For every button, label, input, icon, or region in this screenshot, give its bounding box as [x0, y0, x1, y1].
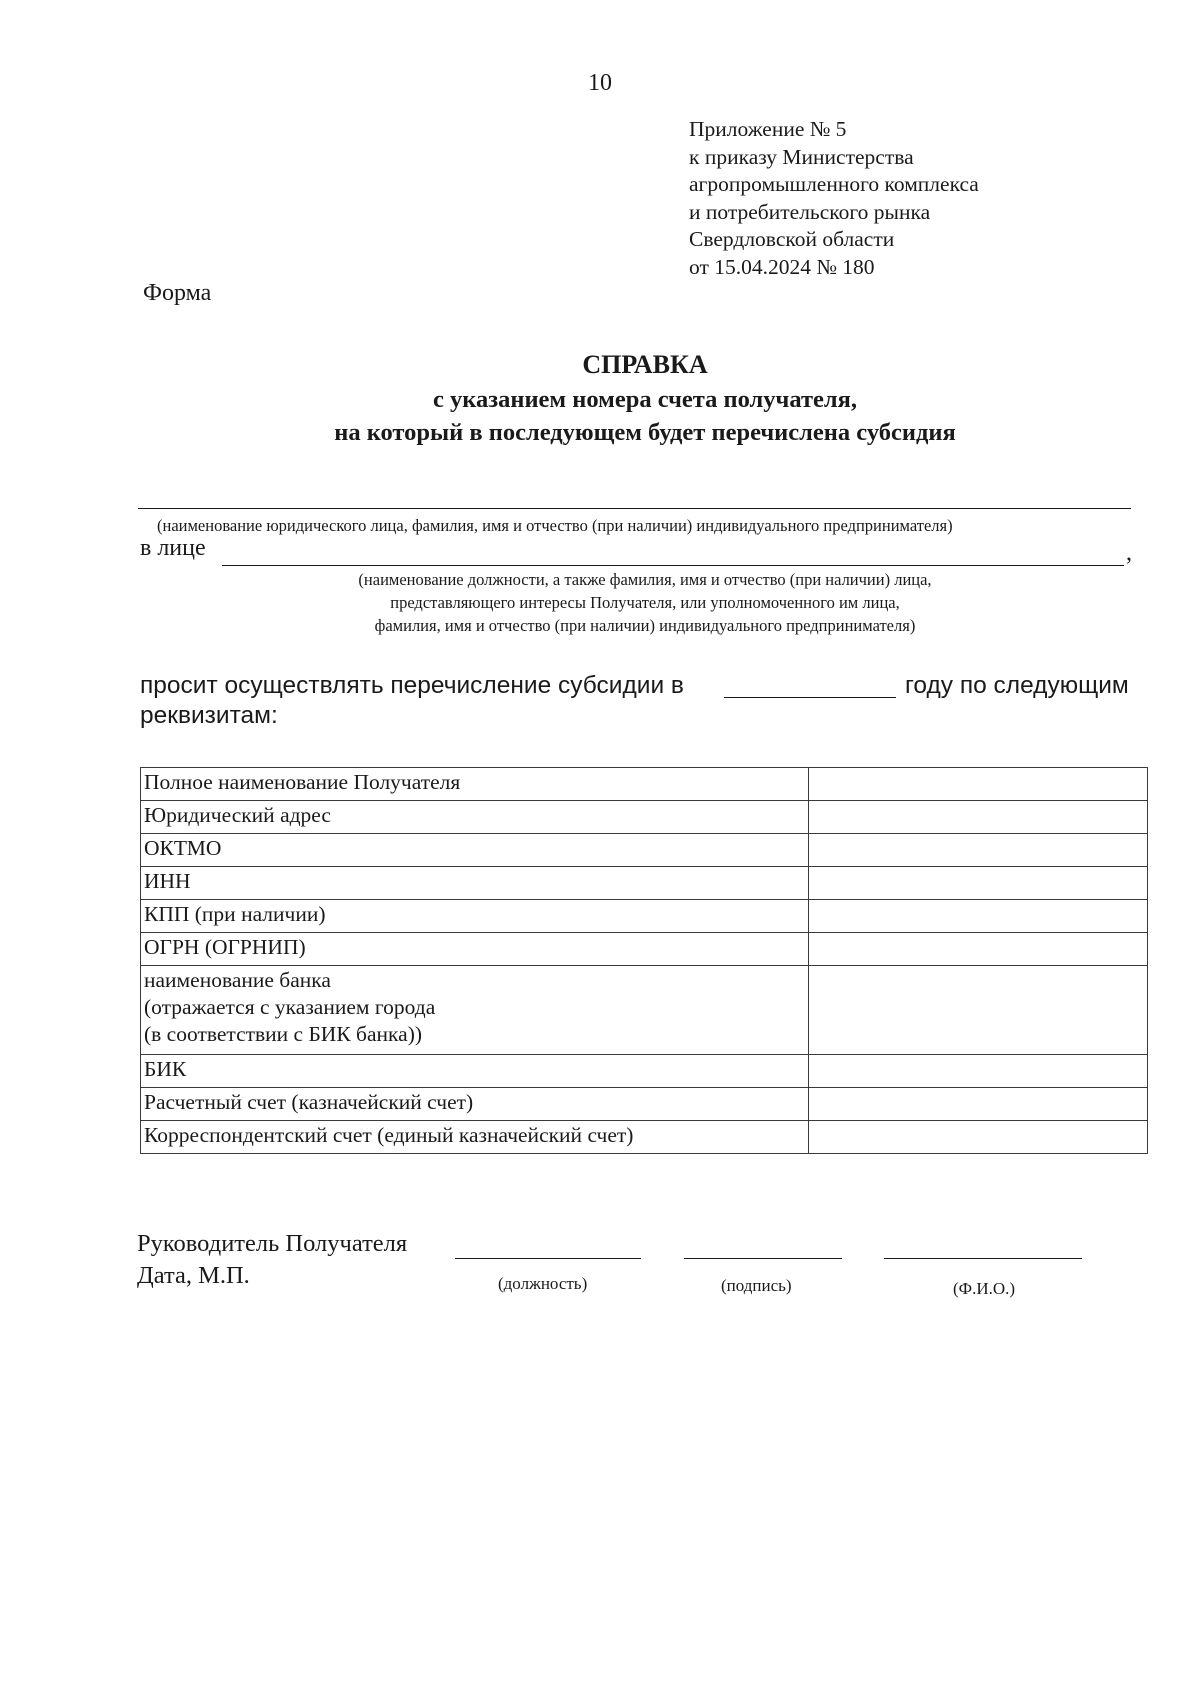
request-text-part-2: году по следующим [905, 672, 1129, 699]
details-table [140, 767, 1148, 1154]
year-input-line[interactable] [724, 697, 896, 698]
appendix-line: от 15.04.2024 № 180 [689, 254, 875, 279]
request-text-line-2: реквизитам: [140, 702, 278, 729]
full-name-line[interactable] [884, 1258, 1082, 1259]
appendix-line: Свердловской области [689, 227, 895, 251]
row-label-correspondent-account: Корреспондентский счет (единый казначейский счет) [141, 1121, 809, 1154]
row-value-kpp[interactable] [809, 900, 1148, 933]
signature-caption: (подпись) [721, 1276, 792, 1295]
table-row [141, 1055, 1148, 1088]
row-value-ogrn[interactable] [809, 933, 1148, 966]
table-row [141, 1121, 1148, 1154]
row-value-inn[interactable] [809, 867, 1148, 900]
recipient-name-line[interactable] [138, 508, 1131, 509]
representative-label: в лице [140, 535, 206, 561]
row-label-settlement-account: Расчетный счет (казначейский счет) [141, 1088, 809, 1121]
row-value-full-name[interactable] [809, 768, 1148, 801]
table-row [141, 966, 1148, 1055]
row-label-full-name: Полное наименование Получателя [141, 768, 809, 801]
date-stamp-label: Дата, М.П. [137, 1262, 250, 1289]
row-value-legal-address[interactable] [809, 801, 1148, 834]
request-text-part-1: просит осуществлять перечисление субсидии в [140, 672, 684, 699]
table-row [141, 933, 1148, 966]
document-subtitle-line-1: с указанием номера счета получателя, [432, 386, 857, 413]
page-number: 10 [588, 70, 612, 96]
appendix-line: Приложение № 5 [689, 117, 847, 141]
table-row [141, 900, 1148, 933]
row-value-oktmo[interactable] [809, 834, 1148, 867]
appendix-line: агропромышленного комплекса [689, 172, 979, 196]
appendix-line: к приказу Министерства [689, 144, 914, 169]
row-label-inn: ИНН [141, 867, 809, 900]
row-label-legal-address: Юридический адрес [141, 801, 809, 834]
representative-comma: , [1126, 540, 1132, 566]
table-row [141, 1088, 1148, 1121]
recipient-name-caption: (наименование юридического лица, фамилия, имя и отчество (при наличии) индивидуального предпринимателя) [157, 516, 953, 535]
bank-name-line: наименование банка [144, 968, 331, 992]
representative-caption-line-3: фамилия, имя и отчество (при наличии) индивидуального предпринимателя) [374, 616, 916, 635]
table-row [141, 768, 1148, 801]
appendix-line: и потребительского рынка [689, 199, 931, 224]
table-row [141, 867, 1148, 900]
row-label-kpp: КПП (при наличии) [141, 900, 809, 933]
full-name-caption: (Ф.И.О.) [953, 1279, 1016, 1298]
document-title: СПРАВКА [582, 350, 708, 379]
representative-caption-line-2: представляющего интересы Получателя, или уполномоченного им лица, [390, 593, 900, 612]
row-value-bank-name[interactable] [809, 966, 1148, 1055]
position-caption: (должность) [498, 1274, 588, 1293]
row-label-ogrn: ОГРН (ОГРНИП) [141, 933, 809, 966]
row-value-bik[interactable] [809, 1055, 1148, 1088]
position-line[interactable] [455, 1258, 641, 1259]
table-row [141, 834, 1148, 867]
row-label-bik: БИК [141, 1055, 809, 1088]
bank-name-line: (в соответствии с БИК банка)) [144, 1022, 423, 1046]
bank-name-line: (отражается с указанием города [144, 995, 436, 1019]
document-subtitle-line-2: на который в последующем будет перечислена субсидия [334, 419, 956, 446]
row-label-oktmo: ОКТМО [141, 834, 809, 867]
representative-line[interactable] [222, 565, 1124, 566]
form-label: Форма [143, 280, 212, 306]
appendix-block [689, 116, 979, 281]
row-value-settlement-account[interactable] [809, 1088, 1148, 1121]
row-value-correspondent-account[interactable] [809, 1121, 1148, 1154]
head-of-recipient-label: Руководитель Получателя [137, 1230, 408, 1257]
signature-line[interactable] [684, 1258, 842, 1259]
representative-caption-line-1: (наименование должности, а также фамилия, имя и отчество (при наличии) лица, [358, 570, 932, 589]
table-row [141, 801, 1148, 834]
row-label-bank-name [141, 966, 809, 1055]
